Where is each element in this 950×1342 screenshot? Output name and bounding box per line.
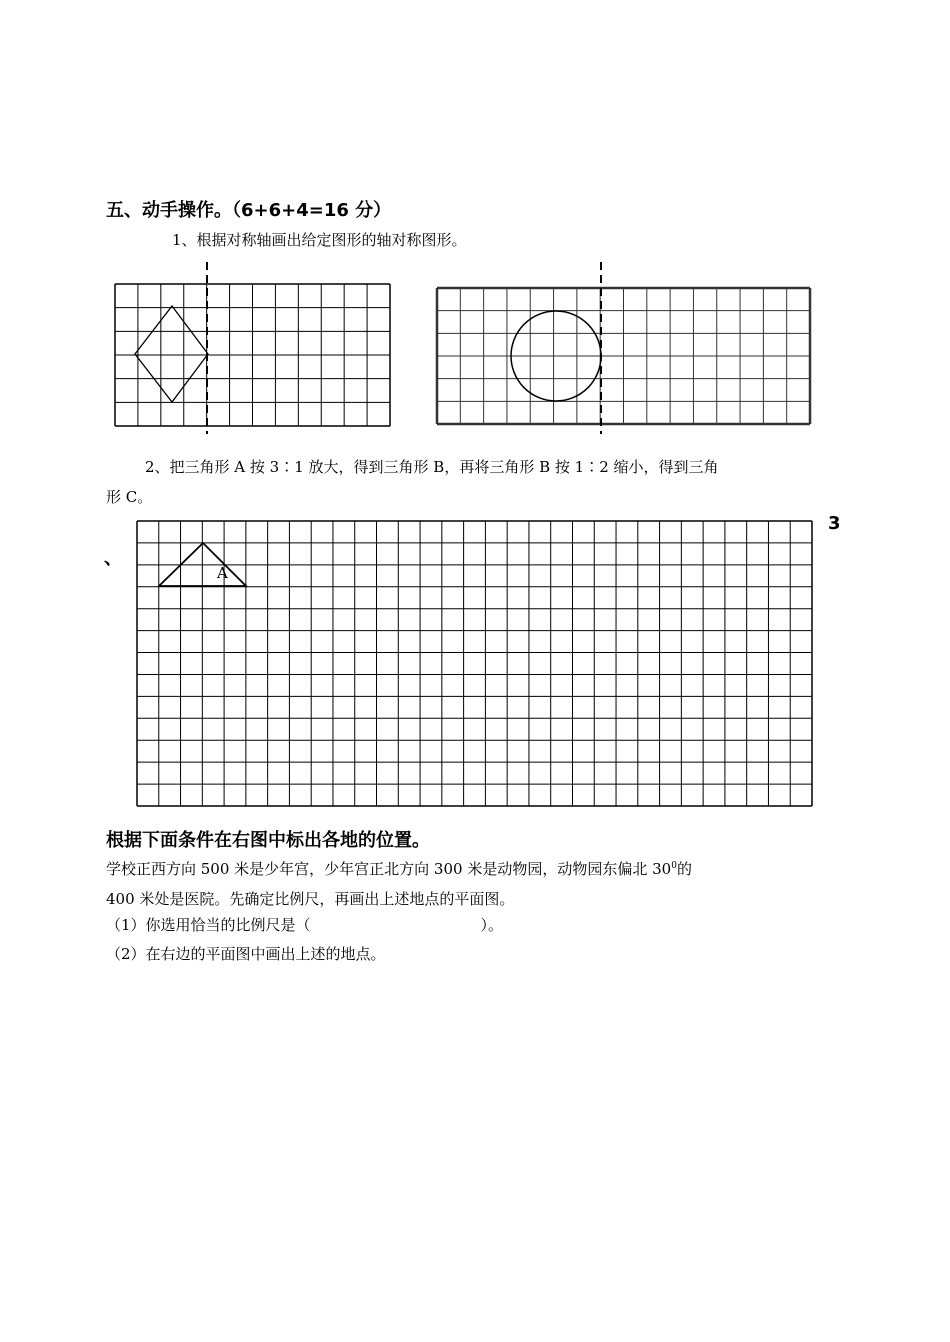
question-3-sub1 <box>106 914 503 935</box>
sub1-suffix: ）。 <box>480 916 504 934</box>
question-2-line1: 2、把三角形 A 按 3∶1 放大，得到三角形 B，再将三角形 B 按 1∶2 缩小，得到三角 <box>145 458 719 476</box>
question-3-mark: 、 <box>104 548 122 569</box>
para-line1-end: 的 <box>676 860 692 878</box>
question-3-paragraph-line2: 400 米处是医院。先确定比例尺，再画出上述地点的平面图。 <box>106 890 515 908</box>
triangle-a-label: A <box>217 564 228 582</box>
question-1-text: 1、根据对称轴画出给定图形的轴对称图形。 <box>172 231 467 249</box>
q2-grid <box>137 521 813 807</box>
sub1-prefix: （1）你选用恰当的比例尺是（ <box>106 916 311 934</box>
question-3-paragraph-line1 <box>106 858 692 879</box>
question-3-sub2: （2）在右边的平面图中画出上述的地点。 <box>106 945 386 963</box>
q1-rhombus <box>135 306 208 402</box>
question-3-number: 3 <box>828 513 841 534</box>
question-2-line2: 形 C。 <box>106 488 153 506</box>
question-3-heading: 根据下面条件在右图中标出各地的位置。 <box>106 830 430 851</box>
degree-superscript: 0 <box>671 861 677 871</box>
q1-left-grid <box>115 262 390 434</box>
q1-right-grid <box>437 262 811 434</box>
section-heading: 五、动手操作。（6+6+4=16 分） <box>106 200 392 221</box>
para-line1-main: 学校正西方向 500 米是少年宫，少年宫正北方向 300 米是动物园，动物园东偏北 30 <box>106 860 672 878</box>
